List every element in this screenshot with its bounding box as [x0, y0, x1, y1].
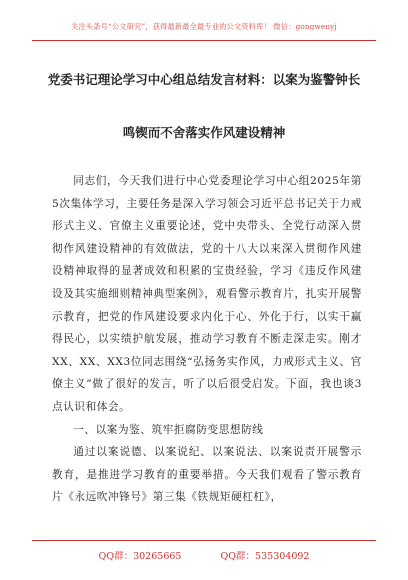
footer-qq-group-2: QQ群：535304092 [220, 551, 310, 562]
document-title-line-1: 党委书记理论学习中心组总结发言材料：以案为鉴警钟长 [47, 72, 361, 87]
footer-rule [32, 540, 376, 541]
footer [0, 548, 408, 562]
section-heading-1: 一、以案为鉴、筑牢拒腐防变思想防线 [73, 423, 264, 436]
footer-qq-group-1: QQ群：30265665 [98, 551, 182, 562]
document-body [52, 170, 362, 509]
header-note: 关注头条号“公文研究”，获得最新最全最专业的公文资料库！ 微信：gongwenyj [71, 22, 337, 31]
header-rule [32, 40, 376, 41]
paragraph-section-1: 通过以案说德、以案说纪、以案说法、以案说责开展警示教育，是推进学习教育的重要举措。今天我们观看了警示教育片《永远吹冲锋号》第三集《铁规矩硬杠杠》， [52, 446, 362, 504]
paragraph-opening: 同志们，今天我们进行中心党委理论学习中心组2025年第5次集体学习，主要任务是深入学习领会习近平总书记关于力戒形式主义、官僚主义重要论述，党中央带头、全党行动深入贯彻作风建设精神的有效做法，党的十八大以来深入贯彻作风建设精神取得的显著成效和积累的宝贵经验，学习《违反作风建设及其实施细则精神典型案例》，观看警示教育片，扎实开展警示教育，把党的作风建设要求内化于心、外化于行，以实干赢得民心，以实绩护航发展，推动学习教育不断走深走实。刚才XX、XX、XX3位同志围绕“弘扬务实作风，力戒形式主义、官僚主义”做了很好的发言，听了以后很受启发。下面，我也谈3点认识和体会。 [52, 175, 362, 413]
document-title-line-2: 鸣锲而不舍落实作风建设精神 [122, 125, 286, 140]
